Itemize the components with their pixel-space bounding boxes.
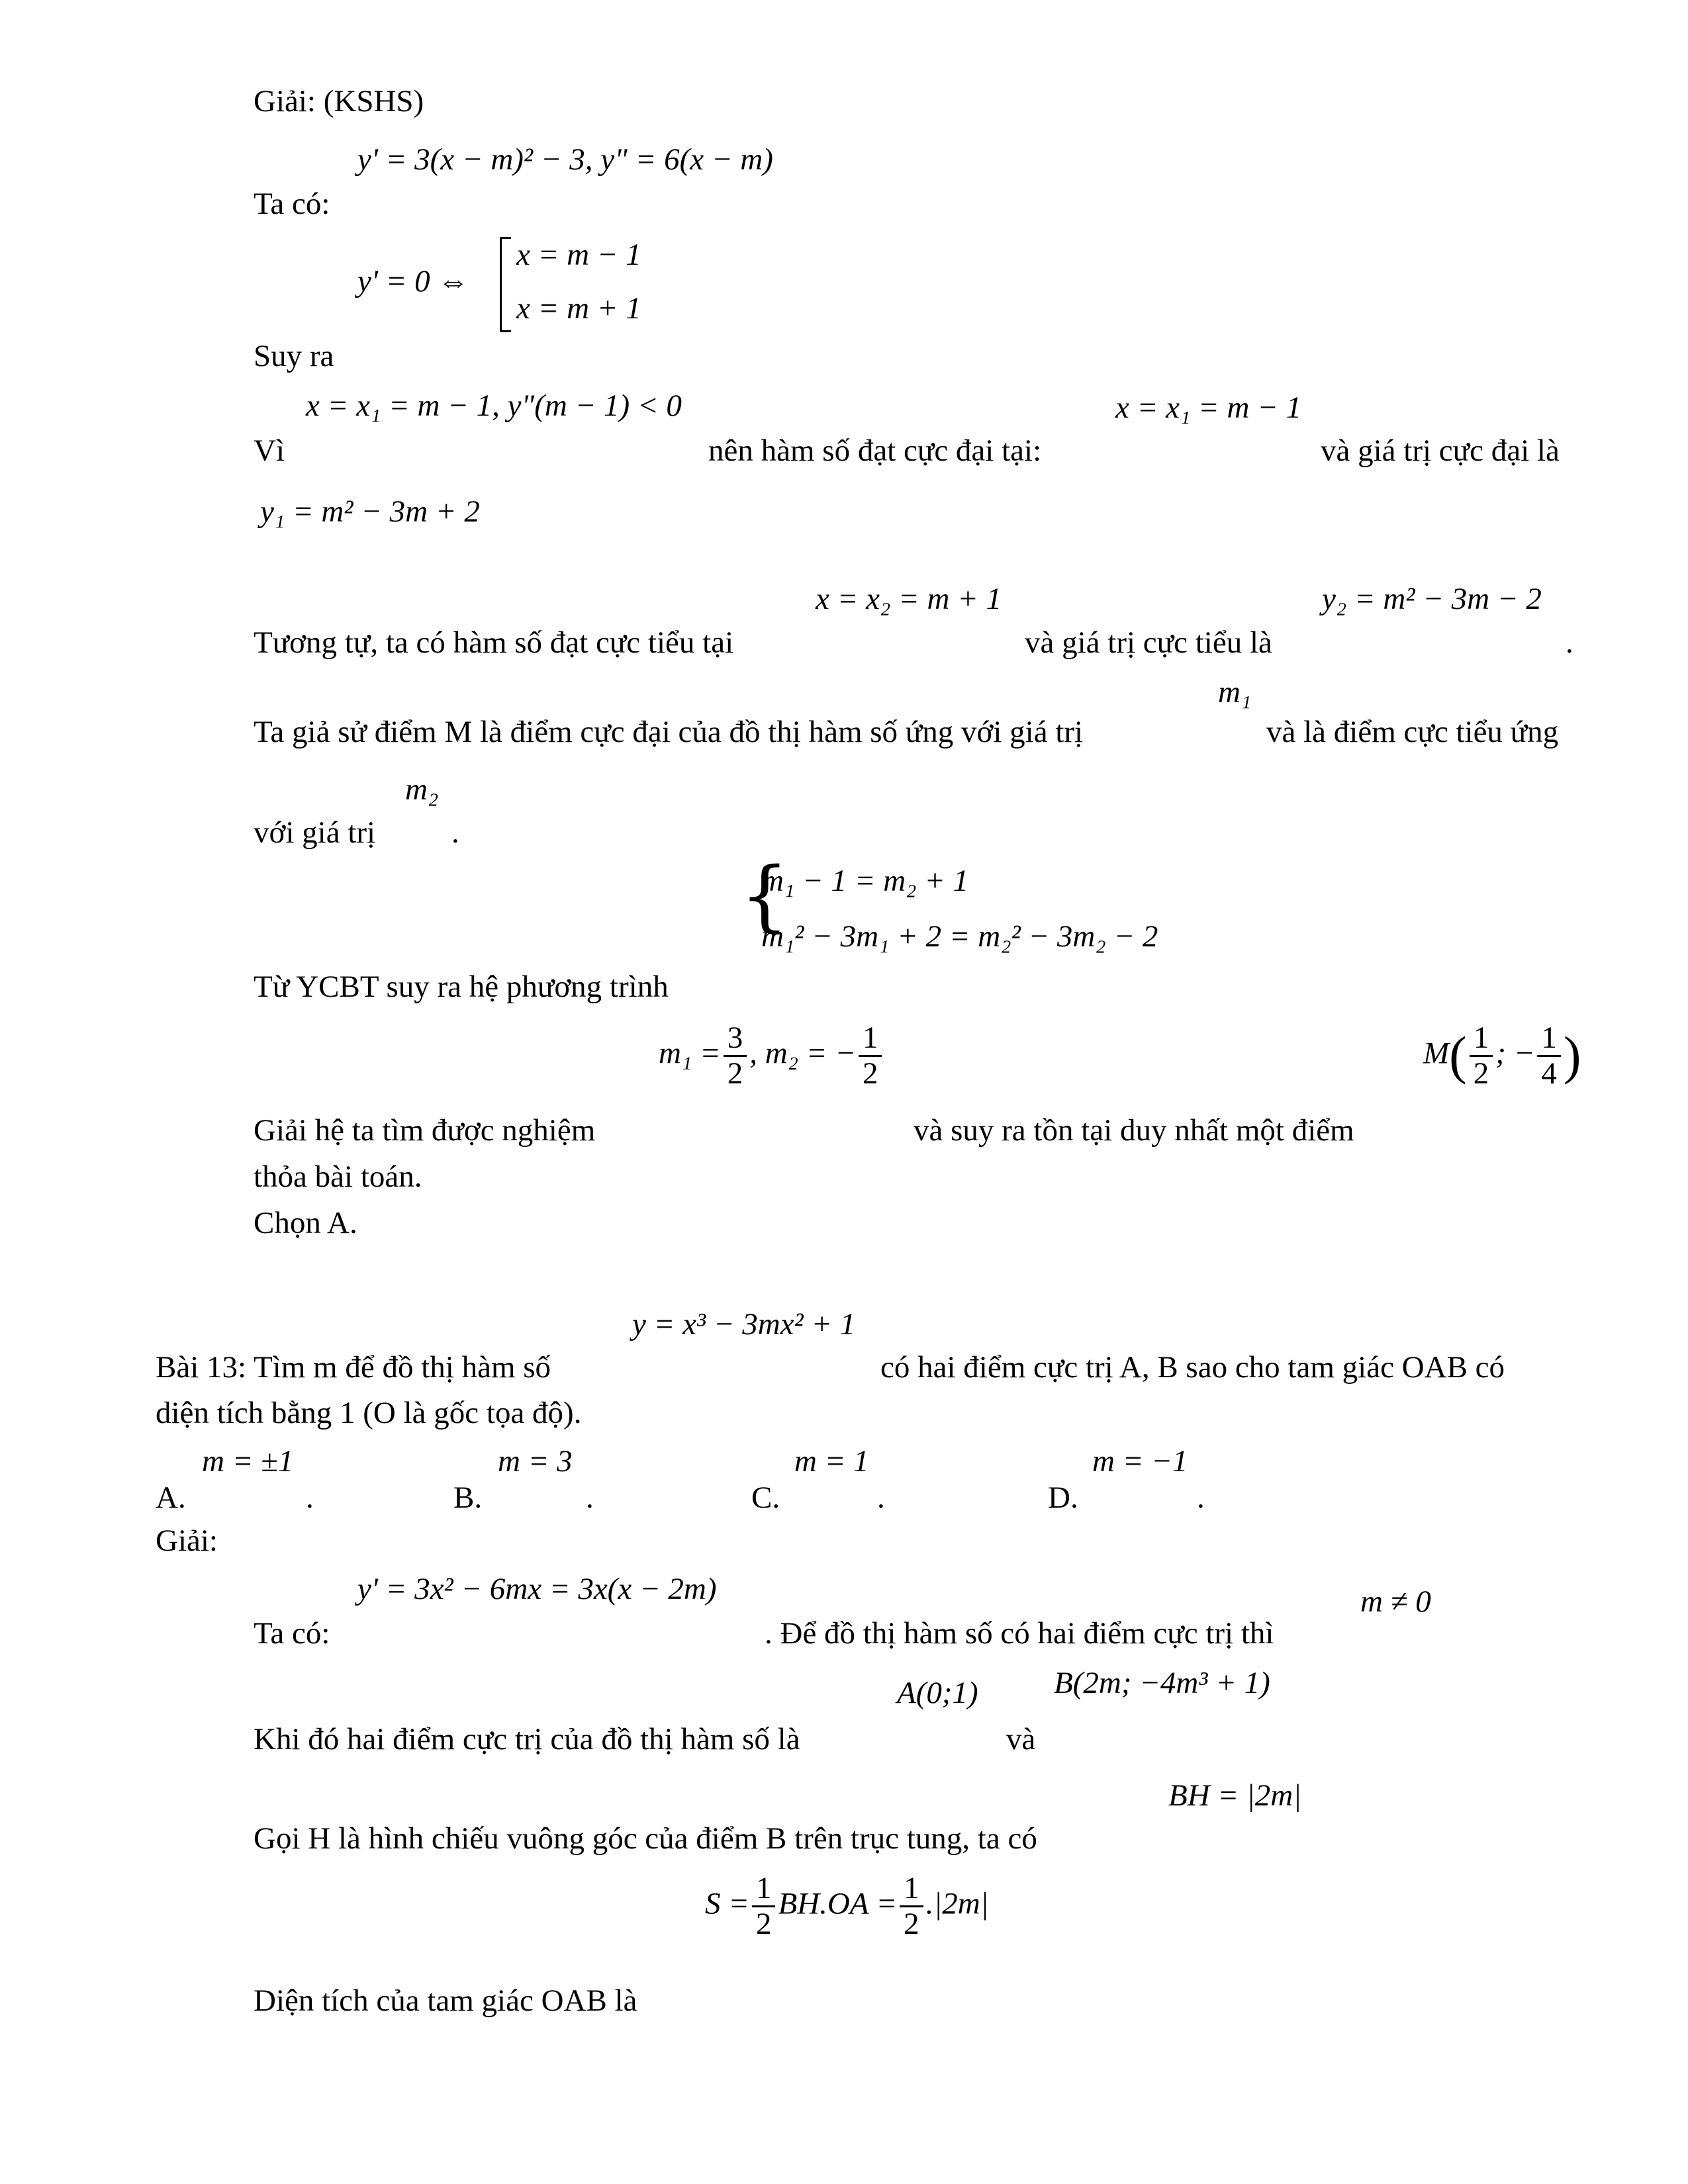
solution-m-values	[659, 1023, 884, 1089]
min-value-text: và giá trị cực tiểu là	[1025, 625, 1272, 660]
bai13-function: y = x³ − 3mx² + 1	[632, 1307, 856, 1342]
fraction-3-2: $\frac{3}{2}$	[724, 1023, 747, 1089]
similar-text: Tương tự, ta có hàm số đạt cực tiểu tại	[254, 625, 734, 660]
root-1: x = m − 1	[516, 238, 641, 272]
option-c-letter[interactable]: C.	[751, 1480, 780, 1515]
option-b-value: m = 3	[498, 1444, 573, 1479]
H-text: Gọi H là hình chiếu vuông góc của điểm B trên trục tung, ta có	[254, 1821, 1037, 1856]
condition-formula: x = x₁ = m − 1, y"(m − 1) < 0	[306, 388, 682, 423]
m2-label: m₂	[405, 772, 439, 807]
derivative-2-formula: y' = 3x² − 6mx = 3x(x − 2m)	[357, 1572, 717, 1606]
point-A: A(0;1)	[897, 1676, 978, 1710]
bai13-label: Bài 13: Tìm m để đồ thị hàm số	[156, 1350, 551, 1385]
y2-formula: y₂ = m² − 3m − 2	[1322, 582, 1542, 616]
area-formula: S = $\frac{1}{2}$ BH.OA = $\frac{1}{2}$ .|2m|	[705, 1871, 989, 1941]
points-text: Khi đó hai điểm cực trị của đồ thị hàm số là	[254, 1722, 800, 1756]
y1-formula: y₁ = m² − 3m + 2	[260, 494, 480, 529]
ta-co-label: Ta có:	[254, 187, 330, 221]
m1-label: m₁	[1218, 675, 1252, 709]
option-a-value: m = ±1	[202, 1444, 294, 1479]
assume-text: Ta giả sử điểm M là điểm cực đại của đồ thị hàm số ứng với giá trị	[254, 715, 1084, 749]
bracket	[500, 237, 511, 332]
option-d-value: m = −1	[1092, 1444, 1188, 1479]
option-a-letter[interactable]: A.	[156, 1480, 186, 1515]
option-c-dot: .	[877, 1480, 885, 1515]
system-eq-1: m₁ − 1 = m₂ + 1	[761, 864, 969, 898]
option-d-dot: .	[1197, 1480, 1205, 1515]
min-point: x = x₂ = m + 1	[816, 582, 1002, 616]
max-point: x = x₁ = m − 1	[1115, 390, 1302, 425]
suy-ra-label: Suy ra	[254, 339, 334, 373]
point-M: M( $\frac{1}{2}$ ; − $\frac{1}{4}$ )	[1423, 1021, 1581, 1091]
BH-formula: BH = |2m|	[1168, 1778, 1302, 1813]
condition-text: . Để đồ thị hàm số có hai điểm cực trị thì	[765, 1616, 1274, 1651]
bai13-line-2: diện tích bằng 1 (O là gốc tọa độ).	[156, 1396, 582, 1430]
fraction-half-b: $\frac{1}{2}$	[900, 1873, 923, 1940]
ycbt-text: Từ YCBT suy ra hệ phương trình	[254, 970, 669, 1004]
max-value-text: và giá trị cực đại là	[1321, 433, 1560, 468]
area-text: Diện tích của tam giác OAB là	[254, 1983, 637, 2018]
m1-eq: m₁ =	[659, 1036, 721, 1071]
period-2: .	[451, 815, 459, 850]
fraction-half-a: $\frac{1}{2}$	[752, 1873, 776, 1940]
option-b-letter[interactable]: B.	[453, 1480, 483, 1515]
solution-title: Giải: (KSHS)	[254, 84, 424, 118]
period: .	[1566, 625, 1573, 660]
solution-2-title: Giải:	[156, 1524, 218, 1558]
choose-text: Chọn A.	[254, 1206, 357, 1240]
option-c-value: m = 1	[794, 1444, 869, 1479]
m2-eq: , m₂ = −	[749, 1036, 856, 1071]
fraction-1-4: $\frac{1}{4}$	[1537, 1023, 1561, 1089]
vi-label: Vì	[254, 433, 285, 468]
with-value-text: với giá trị	[254, 815, 376, 850]
point-B: B(2m; −4m³ + 1)	[1054, 1666, 1270, 1700]
bai13-label-2: có hai điểm cực trị A, B sao cho tam giác OAB có	[880, 1350, 1505, 1385]
derivative-formula: y' = 3(x − m)² − 3, y" = 6(x − m)	[357, 142, 773, 177]
system-brace: {	[740, 851, 789, 940]
option-d-letter[interactable]: D.	[1048, 1480, 1078, 1515]
unique-text: và suy ra tồn tại duy nhất một điểm	[914, 1113, 1354, 1148]
and-text: và	[1006, 1722, 1036, 1756]
m-neq-zero: m ≠ 0	[1360, 1584, 1431, 1619]
solve-text: Giải hệ ta tìm được nghiệm	[254, 1113, 596, 1148]
option-a-dot: .	[306, 1480, 314, 1515]
max-text: nên hàm số đạt cực đại tại:	[708, 433, 1042, 468]
assume-text-2: và là điểm cực tiểu ứng	[1266, 715, 1559, 749]
equation-lhs: y' = 0 ⇔	[357, 264, 469, 298]
option-b-dot: .	[586, 1480, 594, 1515]
fraction-1-2b: $\frac{1}{2}$	[1470, 1023, 1493, 1089]
ta-co-2-label: Ta có:	[254, 1616, 330, 1651]
system-eq-2: m₁² − 3m₁ + 2 = m₂² − 3m₂ − 2	[761, 919, 1158, 954]
satisfy-text: thỏa bài toán.	[254, 1160, 422, 1194]
fraction-1-2: $\frac{1}{2}$	[859, 1023, 882, 1089]
root-2: x = m + 1	[516, 291, 641, 326]
